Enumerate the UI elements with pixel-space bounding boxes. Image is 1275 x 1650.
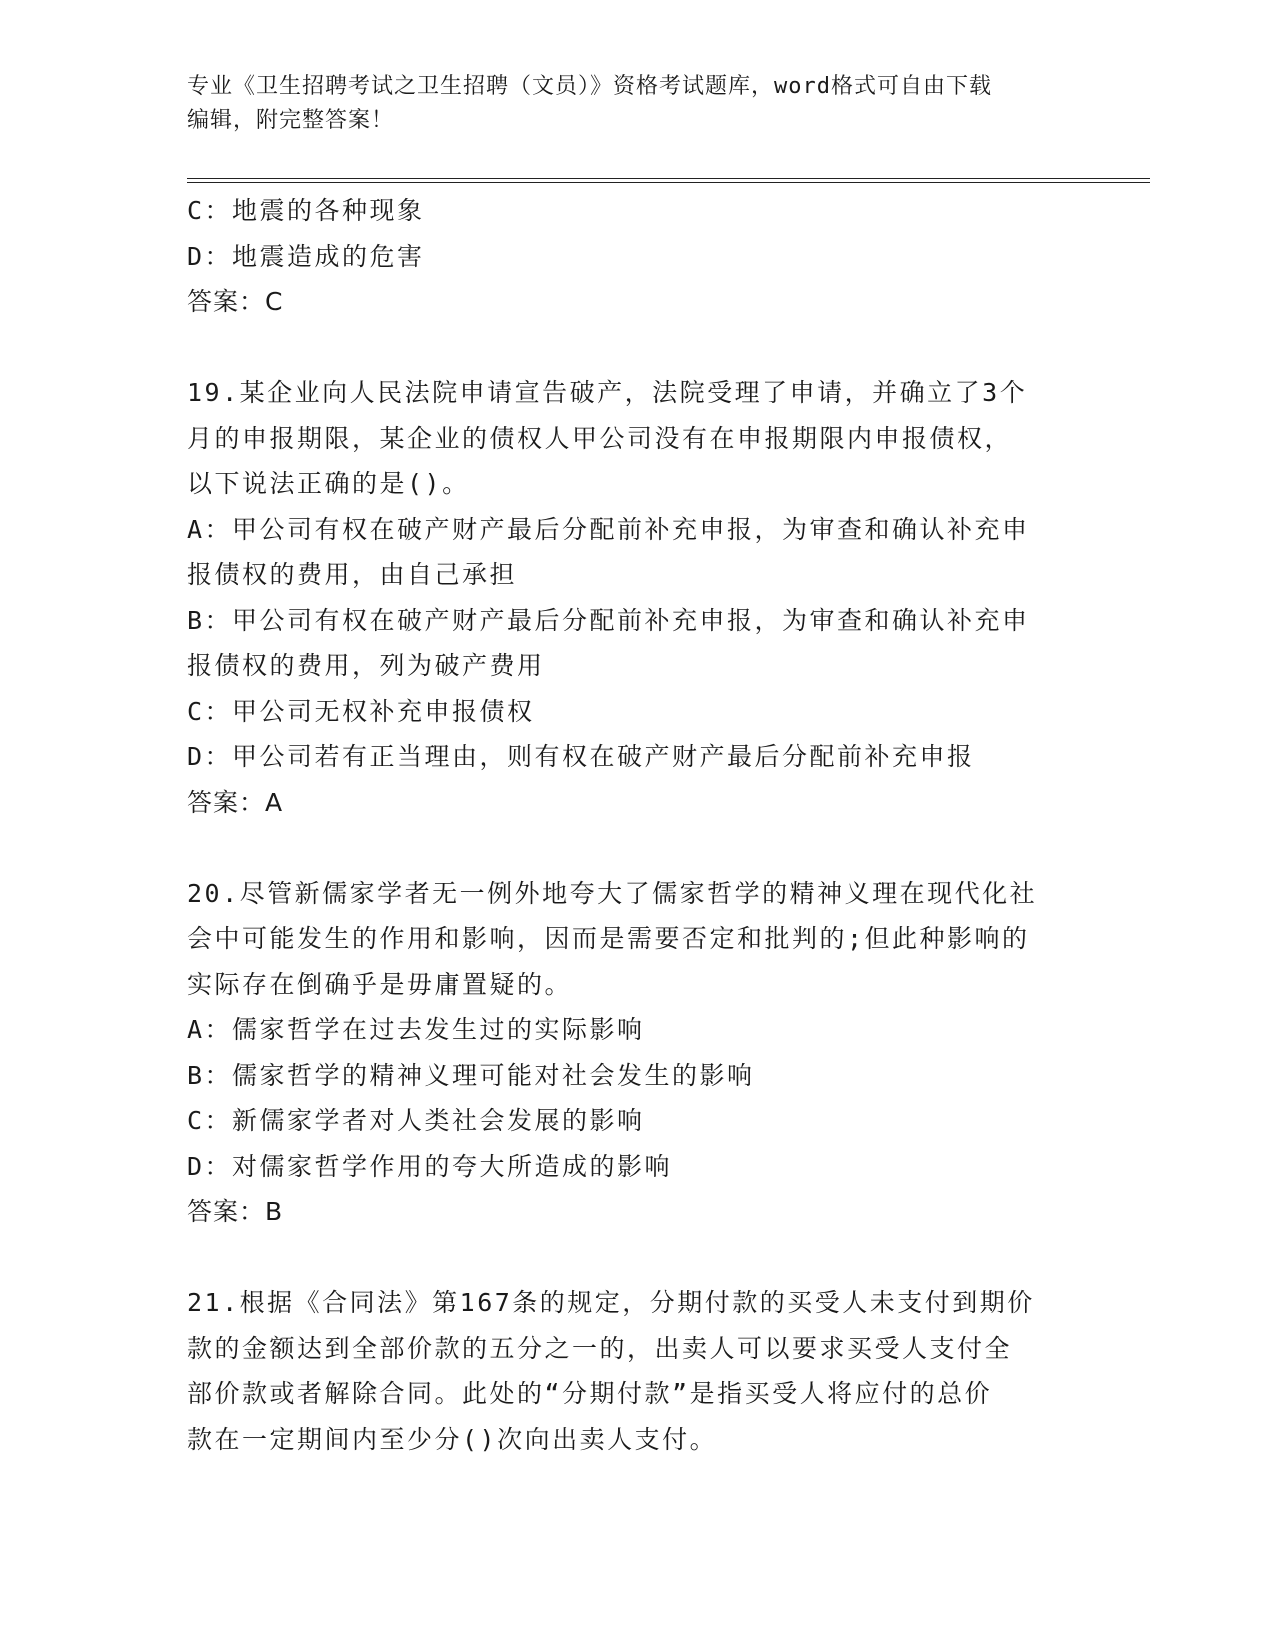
q19-option-d: D：甲公司若有正当理由，则有权在破产财产最后分配前补充申报 bbox=[187, 742, 975, 771]
q19-option-c: C：甲公司无权补充申报债权 bbox=[187, 696, 535, 726]
q19-option-b-line-1: B：甲公司有权在破产财产最后分配前补充申报，为审查和确认补充申 bbox=[187, 605, 1030, 635]
q20-answer: 答案：B bbox=[187, 1197, 284, 1226]
q19-option-b-line-2: 报债权的费用，列为破产费用 bbox=[187, 651, 545, 680]
q19-stem-line-3: 以下说法正确的是()。 bbox=[187, 469, 470, 498]
header-line-2: 编辑，附完整答案！ bbox=[187, 108, 395, 133]
q20-option-b: B：儒家哲学的精神义理可能对社会发生的影响 bbox=[187, 1060, 755, 1090]
q20-option-a: A：儒家哲学在过去发生过的实际影响 bbox=[187, 1015, 645, 1044]
document-header bbox=[187, 70, 1087, 138]
header-line-1: 专业《卫生招聘考试之卫生招聘（文员）》资格考试题库，word格式可自由下载 bbox=[187, 74, 992, 99]
question-19 bbox=[187, 370, 1087, 825]
question-21 bbox=[187, 1280, 1087, 1462]
q21-stem-line-4: 款在一定期间内至少分()次向出卖人支付。 bbox=[187, 1424, 718, 1454]
prev-option-d: D：地震造成的危害 bbox=[187, 241, 425, 271]
q21-stem-line-2: 款的金额达到全部价款的五分之一的，出卖人可以要求买受人支付全 bbox=[187, 1333, 1013, 1363]
prev-question-block bbox=[187, 188, 1087, 325]
q20-stem-line-2: 会中可能发生的作用和影响，因而是需要否定和批判的;但此种影响的 bbox=[187, 924, 1030, 953]
header-divider-top bbox=[187, 178, 1150, 179]
prev-answer: 答案：C bbox=[187, 287, 284, 316]
q19-option-a-line-2: 报债权的费用，由自己承担 bbox=[187, 560, 518, 589]
q19-stem-line-1: 19.某企业向人民法院申请宣告破产，法院受理了申请，并确立了3个 bbox=[187, 378, 1028, 407]
q20-stem-line-3: 实际存在倒确乎是毋庸置疑的。 bbox=[187, 969, 573, 999]
question-20 bbox=[187, 871, 1087, 1235]
q20-stem-line-1: 20.尽管新儒家学者无一例外地夸大了儒家哲学的精神义理在现代化社 bbox=[187, 878, 1038, 908]
spacer bbox=[187, 325, 1087, 371]
spacer bbox=[187, 1235, 1087, 1281]
q19-option-a-line-1: A：甲公司有权在破产财产最后分配前补充申报，为审查和确认补充申 bbox=[187, 514, 1030, 544]
spacer bbox=[187, 825, 1087, 871]
q19-answer: 答案：A bbox=[187, 787, 284, 817]
q21-stem-line-1: 21.根据《合同法》第167条的规定，分期付款的买受人未支付到期价 bbox=[187, 1288, 1035, 1317]
q21-stem-line-3: 部价款或者解除合同。此处的“分期付款”是指买受人将应付的总价 bbox=[187, 1379, 993, 1408]
q20-option-c: C：新儒家学者对人类社会发展的影响 bbox=[187, 1106, 645, 1135]
q19-stem-line-2: 月的申报期限，某企业的债权人甲公司没有在申报期限内申报债权， bbox=[187, 423, 1013, 453]
header-divider-bottom bbox=[187, 182, 1150, 183]
prev-option-c: C：地震的各种现象 bbox=[187, 196, 425, 225]
q20-option-d: D：对儒家哲学作用的夸大所造成的影响 bbox=[187, 1151, 673, 1181]
question-content bbox=[187, 188, 1087, 1462]
